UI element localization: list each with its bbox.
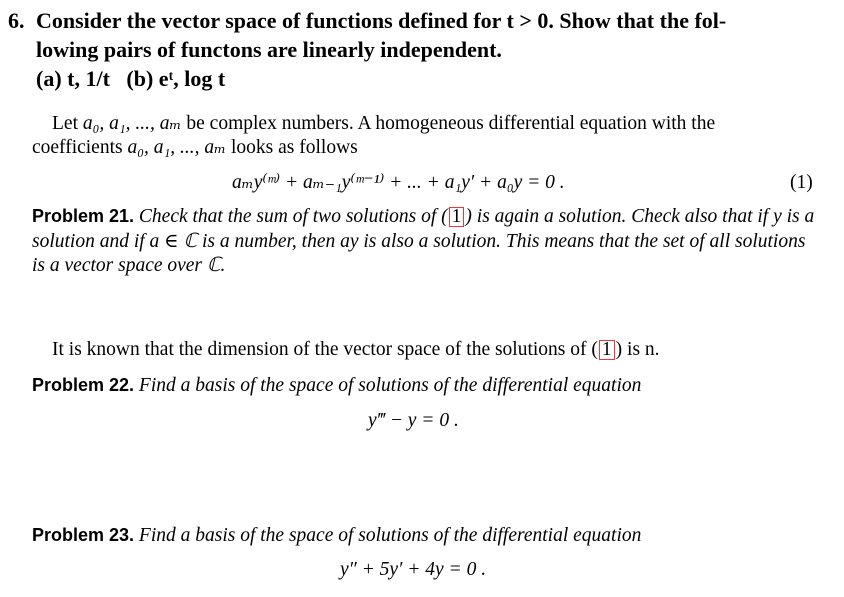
exercise-6-line-2: lowing pairs of functons are linearly independent.	[36, 37, 502, 62]
problem-21-heading: Problem 21.	[32, 206, 135, 226]
problem-22-equation-expression: y‴ − y = 0 .	[368, 410, 459, 431]
problem-21-text: Check that the sum of two solutions of ( 1 ) is again a solution. Check also that if y is a solution and if a ∈ ℂ is a number, then ay is also a solution. This means that the set of all solutions is a vector space over ℂ.	[32, 206, 815, 276]
problem-22-text: Find a basis of the space of solutions of the differential equation	[138, 375, 642, 396]
problem-23-text: Find a basis of the space of solutions of the differential equation	[138, 525, 642, 546]
intro-text: coefficients	[32, 137, 128, 158]
problem-23	[32, 523, 822, 549]
problem-22-heading: Problem 22.	[32, 375, 135, 395]
intro-text: Let	[52, 113, 83, 134]
exercise-6-parts: (a) t, 1/t (b) eᵗ, log t	[36, 66, 226, 91]
intro-line-1	[32, 112, 822, 136]
exercise-6	[8, 6, 838, 93]
coefficients-math: a₀, a₁, ..., aₘ	[82, 113, 182, 134]
equation-1-expression: aₘy⁽ᵐ⁾ + aₘ₋₁y⁽ᵐ⁻¹⁾ + ... + a₁y′ + a₀y = 0 .	[232, 172, 565, 193]
problem-23-heading: Problem 23.	[32, 525, 135, 545]
exercise-6-line-1	[8, 6, 838, 35]
exercise-number: 6.	[8, 8, 25, 33]
problem-21-text-a: Check that the sum of two solutions of	[138, 206, 442, 227]
equation-ref-link[interactable]: 1	[449, 207, 465, 227]
problem-23-equation-expression: y″ + 5y′ + 4y = 0 .	[340, 559, 487, 580]
coefficients-math: a₀, a₁, ..., aₘ	[127, 137, 227, 158]
intro-text: be complex numbers. A homogeneous differential equation with the	[181, 113, 716, 134]
intro-line-2	[32, 136, 822, 160]
intro-paragraph	[32, 112, 822, 160]
problem-21-text-b: is again a solution. Check also that if y is a solution and if a ∈ ℂ is a number, then ay is also a solution. This means that the set of all solutions is a vector space over ℂ.	[32, 206, 815, 276]
problem-22	[32, 373, 822, 399]
equation-ref-link[interactable]: 1	[599, 340, 615, 360]
known-statement: It is known that the dimension of the vector space of the solutions of ( 1 ) is n.	[52, 339, 660, 360]
problem-21	[32, 204, 822, 279]
equation-1-tag: (1)	[790, 172, 813, 193]
known-text-b: is n.	[622, 339, 660, 360]
intro-text: looks as follows	[226, 137, 358, 158]
known-text-a: It is known that the dimension of the vector space of the solutions of	[52, 339, 592, 360]
exercise-6-statement-1: Consider the vector space of functions defined for t > 0. Show that the fol-	[36, 8, 727, 33]
